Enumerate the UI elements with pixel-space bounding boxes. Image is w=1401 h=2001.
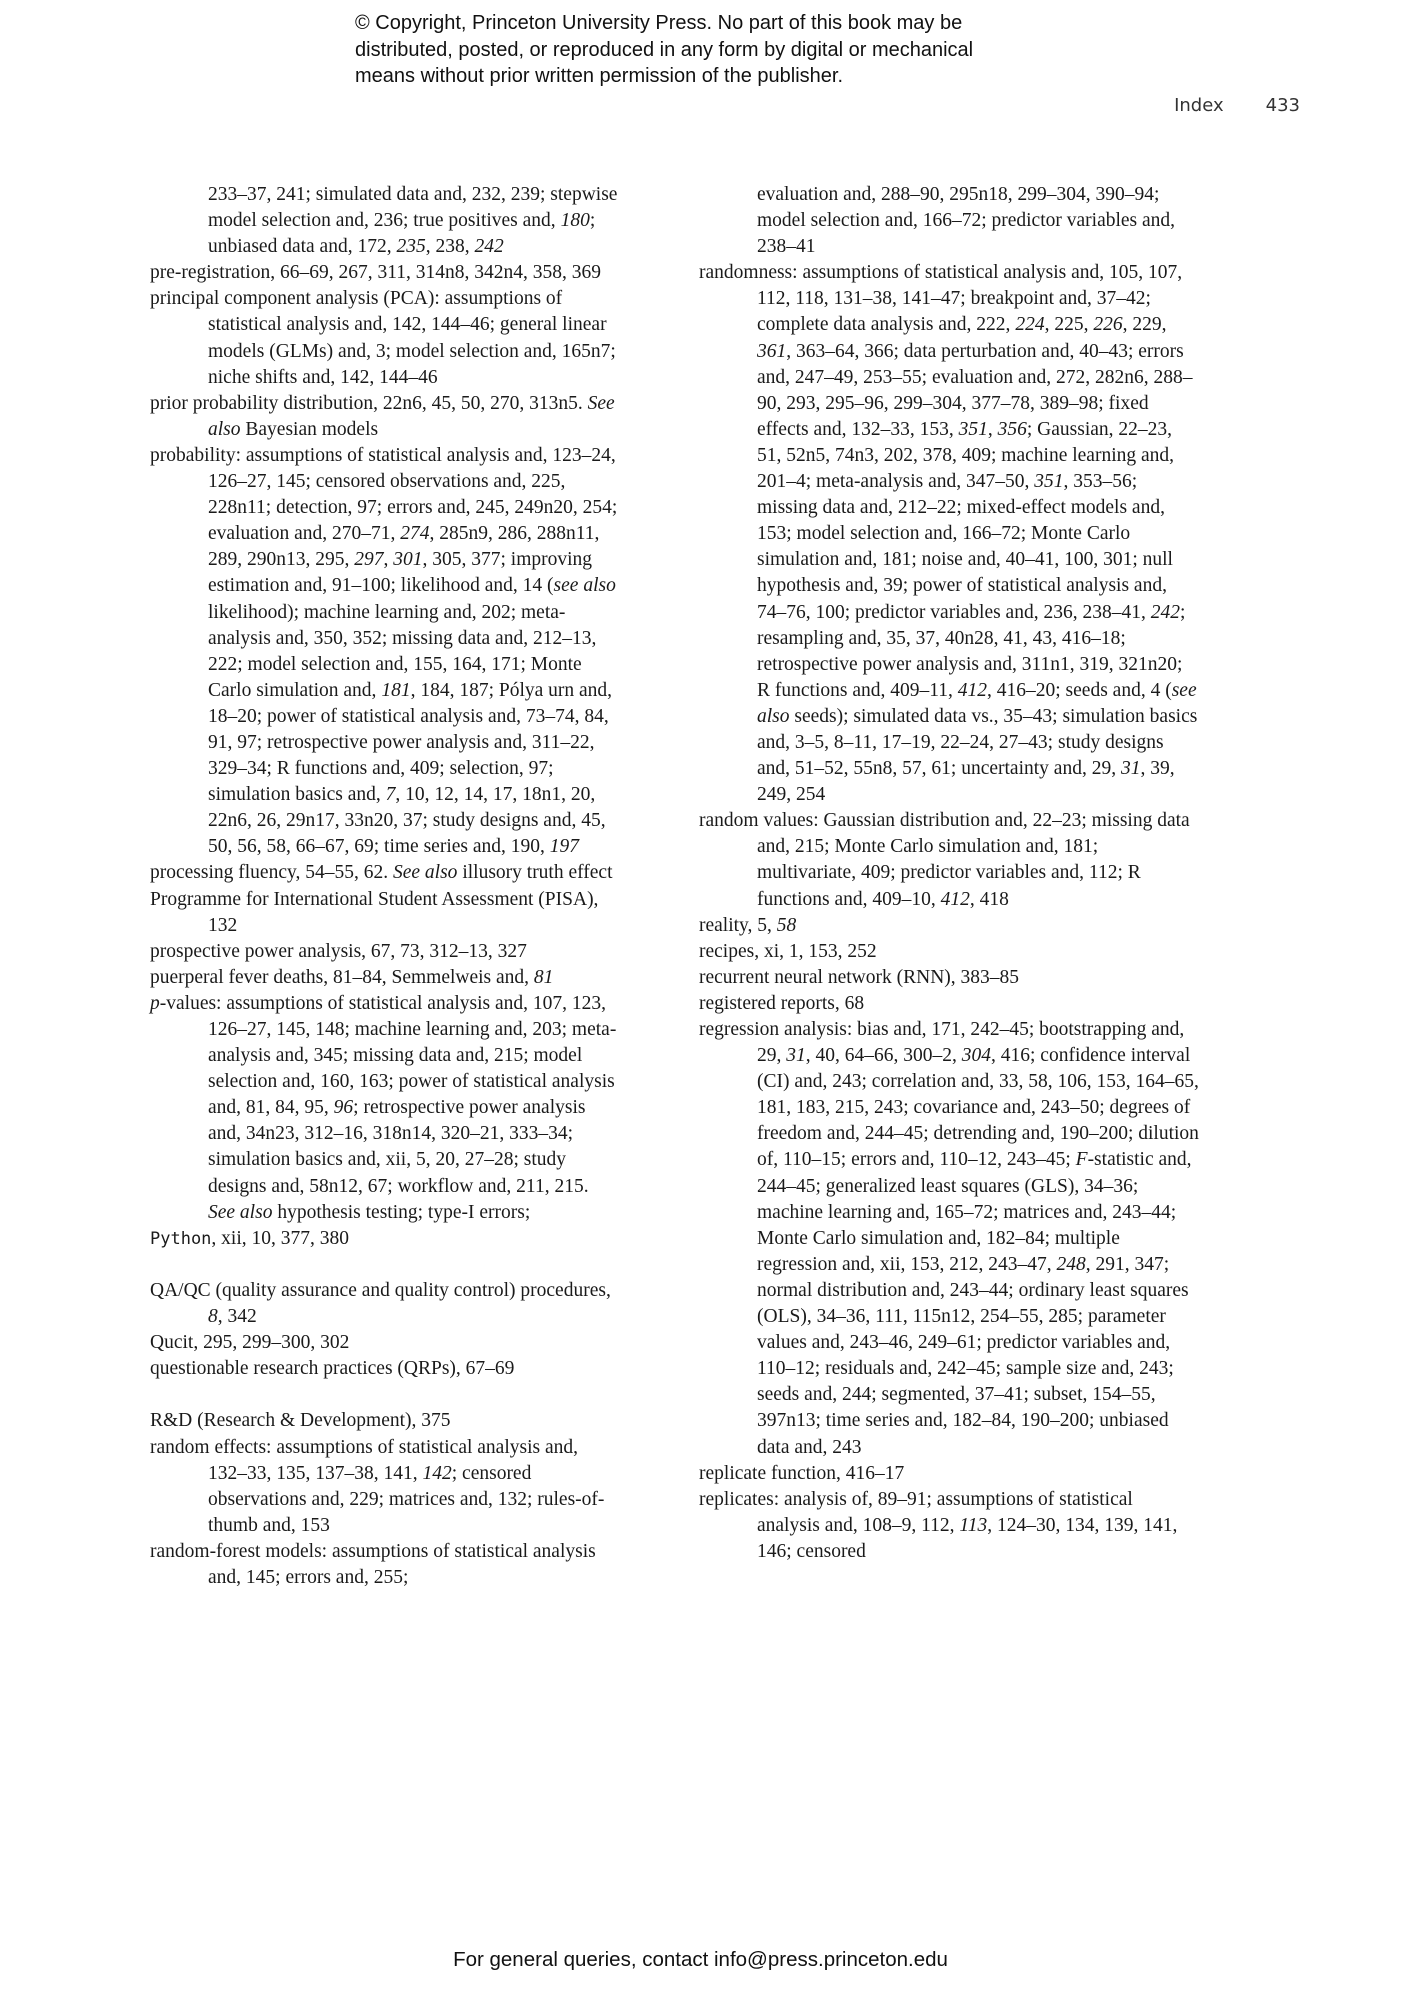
index-entry: p-values: assumptions of statistical analysis and, 107, 123, 126–27, 145, 148; machine learning and, 203; meta-analysis and, 345; missing data and, 215; model selection and, 160, 163; power of statistical analysis and, 81, 84, 95, 96; retrospective power analysis and, 34n23, 312–16, 318n14, 320–21, 333–34; simulation basics and, xii, 5, 20, 27–28; study designs and, 58n12, 67; workflow and, 211, 215. See also hypothesis testing; type-I errors;	[150, 992, 617, 1223]
index-entry: random values: Gaussian distribution and, 22–23; missing data and, 215; Monte Carlo simulation and, 181; multivariate, 409; predictor variables and, 112; R functions and, 409–10, 412, 418	[699, 810, 1190, 910]
index-entry: replicate function, 416–17	[699, 1462, 905, 1484]
page-number: 433	[1265, 95, 1300, 116]
index-entry: principal component analysis (PCA): assumptions of statistical analysis and, 142, 144–46; general linear models (GLMs) and, 3; model selection and, 165n7; niche shifts and, 142, 144–46	[150, 288, 616, 388]
copyright-notice	[355, 10, 1155, 90]
index-entry: regression analysis: bias and, 171, 242–45; bootstrapping and, 29, 31, 40, 64–66, 300–2, 304, 416; confidence interval (CI) and, 243; correlation and, 33, 58, 106, 153, 164–65, 181, 183, 215, 243; covariance and, 243–50; degrees of freedom and, 244–45; detrending and, 190–200; dilution of, 110–15; errors and, 110–12, 243–45; F-statistic and, 244–45; generalized least squares (GLS), 34–36; machine learning and, 165–72; matrices and, 243–44; Monte Carlo simulation and, 182–84; multiple regression and, xii, 153, 212, 243–47, 248, 291, 347; normal distribution and, 243–44; ordinary least squares (OLS), 34–36, 111, 115n12, 254–55, 285; parameter values and, 243–46, 249–61; predictor variables and, 110–12; residuals and, 242–45; sample size and, 243; seeds and, 244; segmented, 37–41; subset, 154–55, 397n13; time series and, 182–84, 190–200; unbiased data and, 243	[699, 1019, 1199, 1458]
index-entry: Qucit, 295, 299–300, 302	[150, 1332, 350, 1354]
index-entry: reality, 5, 58	[699, 914, 797, 936]
index-entry: QA/QC (quality assurance and quality control) procedures, 8, 342	[150, 1279, 611, 1328]
index-entry: recipes, xi, 1, 153, 252	[699, 940, 877, 962]
index-entry: processing fluency, 54–55, 62. See also illusory truth effect	[150, 862, 613, 884]
running-head	[1174, 95, 1300, 116]
index-entry: random effects: assumptions of statistical analysis and, 132–33, 135, 137–38, 141, 142; censored observations and, 229; matrices and, 132; rules-of-thumb and, 153	[150, 1436, 605, 1536]
index-entry: pre-registration, 66–69, 267, 311, 314n8, 342n4, 358, 369	[150, 262, 601, 284]
index-entry: questionable research practices (QRPs), 67–69	[150, 1358, 515, 1380]
section-gap	[150, 1252, 620, 1278]
index-entry: puerperal fever deaths, 81–84, Semmelweis and, 81	[150, 966, 554, 988]
index-entry: Python, xii, 10, 377, 380	[150, 1227, 350, 1249]
index-entry: prospective power analysis, 67, 73, 312–13, 327	[150, 940, 527, 962]
index-entry: prior probability distribution, 22n6, 45, 50, 270, 313n5. See also Bayesian models	[150, 392, 615, 440]
index-entry: probability: assumptions of statistical analysis and, 123–24, 126–27, 145; censored observations and, 225, 228n11; detection, 97; errors and, 245, 249n20, 254; evaluation and, 270–71, 274, 285n9, 286, 288n11, 289, 290n13, 295, 297, 301, 305, 377; improving estimation and, 91–100; likelihood and, 14 (see also likelihood); machine learning and, 202; meta-analysis and, 350, 352; missing data and, 212–13, 222; model selection and, 155, 164, 171; Monte Carlo simulation and, 181, 184, 187; Pólya urn and, 18–20; power of statistical analysis and, 73–74, 84, 91, 97; retrospective power analysis and, 311–22, 329–34; R functions and, 409; selection, 97; simulation basics and, 7, 10, 12, 14, 17, 18n1, 20, 22n6, 26, 29n17, 33n20, 37; study designs and, 45, 50, 56, 58, 66–67, 69; time series and, 190, 197	[150, 444, 618, 858]
index-entry: replicates: analysis of, 89–91; assumptions of statistical analysis and, 108–9, 112, 113, 124–30, 134, 139, 141, 146; censored	[699, 1488, 1178, 1562]
index-entry: recurrent neural network (RNN), 383–85	[699, 966, 1020, 988]
copyright-line: means without prior written permission of the publisher.	[355, 65, 844, 87]
index-entry: Programme for International Student Assessment (PISA), 132	[150, 888, 599, 936]
index-entry: registered reports, 68	[699, 992, 865, 1014]
copyright-line: © Copyright, Princeton University Press. No part of this book may be	[355, 12, 963, 34]
section-title: Index	[1174, 95, 1224, 116]
index-column-left	[150, 182, 620, 1591]
footer-contact: For general queries, contact info@press.princeton.edu	[453, 1948, 948, 1971]
index-entry: random-forest models: assumptions of statistical analysis and, 145; errors and, 255;	[150, 1540, 596, 1588]
section-gap	[150, 1382, 620, 1408]
index-entry-continued: evaluation and, 288–90, 295n18, 299–304, 390–94; model selection and, 166–72; predictor variables and, 238–41	[757, 184, 1176, 258]
index-entry: randomness: assumptions of statistical analysis and, 105, 107, 112, 118, 131–38, 141–47; breakpoint and, 37–42; complete data analysis and, 222, 224, 225, 226, 229, 361, 363–64, 366; data perturbation and, 40–43; errors and, 247–49, 253–55; evaluation and, 272, 282n6, 288–90, 293, 295–96, 299–304, 377–78, 389–98; fixed effects and, 132–33, 153, 351, 356; Gaussian, 22–23, 51, 52n5, 74n3, 202, 378, 409; machine learning and, 201–4; meta-analysis and, 347–50, 351, 353–56; missing data and, 212–22; mixed-effect models and, 153; model selection and, 166–72; Monte Carlo simulation and, 181; noise and, 40–41, 100, 301; null hypothesis and, 39; power of statistical analysis and, 74–76, 100; predictor variables and, 236, 238–41, 242; resampling and, 35, 37, 40n28, 41, 43, 416–18; retrospective power analysis and, 311n1, 319, 321n20; R functions and, 409–11, 412, 416–20; seeds and, 4 (see also seeds); simulated data vs., 35–43; simulation basics and, 3–5, 8–11, 17–19, 22–24, 27–43; study designs and, 51–52, 55n8, 57, 61; uncertainty and, 29, 31, 39, 249, 254	[699, 262, 1198, 806]
copyright-line: distributed, posted, or reproduced in any form by digital or mechanical	[355, 38, 974, 61]
index-entry: R&D (Research & Development), 375	[150, 1410, 451, 1432]
index-entry-continued: 233–37, 241; simulated data and, 232, 239; stepwise model selection and, 236; true positives and, 180; unbiased data and, 172, 235, 238, 242	[208, 184, 618, 258]
index-column-right	[699, 182, 1199, 1565]
